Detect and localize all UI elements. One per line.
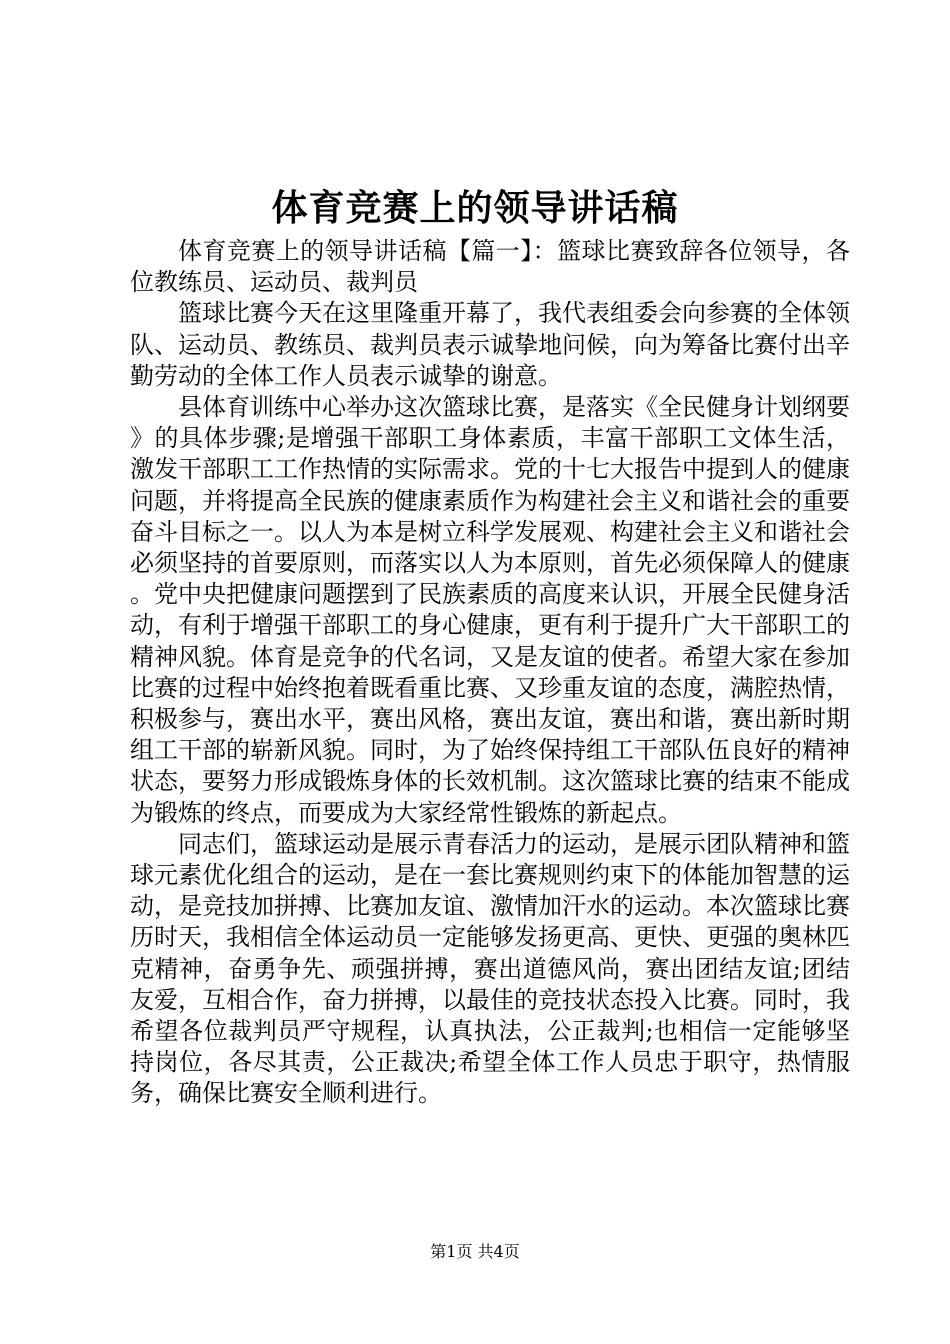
document-body xyxy=(130,236,850,1110)
paragraph-4: 同志们，篮球运动是展示青春活力的运动，是展示团队精神和篮球元素优化组合的运动，是在一套比赛规则约束下的体能加智慧的运动，是竞技加拼搏、比赛加友谊、激情加汗水的运动。本次篮球比赛历时天，我相信全体运动员一定能够发扬更高、更快、更强的奥林匹克精神，奋勇争先、顽强拼搏，赛出道德风尚，赛出团结友谊;团结友爱，互相合作，奋力拼搏，以最佳的竞技状态投入比赛。同时，我希望各位裁判员严守规程，认真执法，公正裁判;也相信一定能够坚持岗位，各尽其责，公正裁决;希望全体工作人员忠于职守，热情服务，确保比赛安全顺利进行。 xyxy=(130,829,850,1108)
paragraph-1: 体育竞赛上的领导讲话稿【篇一】：篮球比赛致辞各位领导，各位教练员、运动员、裁判员 xyxy=(130,237,850,297)
paragraph-2: 篮球比赛今天在这里隆重开幕了，我代表组委会向参赛的全体领队、运动员、教练员、裁判员表示诚挚地问候，向为筹备比赛付出辛勤劳动的全体工作人员表示诚挚的谢意。 xyxy=(130,299,850,390)
page-number-footer: 第1页 共4页 xyxy=(430,1242,520,1261)
paragraph-3: 县体育训练中心举办这次篮球比赛，是落实《全民健身计划纲要》的具体步骤;是增强干部职工身体素质，丰富干部职工文体生活，激发干部职工工作热情的实际需求。党的十七大报告中提到人的健康问题，并将提高全民族的健康素质作为构建社会主义和谐社会的重要奋斗目标之一。以人为本是树立科学发展观、构建社会主义和谐社会必须坚持的首要原则，而落实以人为本原则，首先必须保障人的健康。党中央把健康问题摆到了民族素质的高度来认识，开展全民健身活动，有利于增强干部职工的身心健康，更有利于提升广大干部职工的精神风貌。体育是竞争的代名词，又是友谊的使者。希望大家在参加比赛的过程中始终抱着既看重比赛、又珍重友谊的态度，满腔热情，积极参与，赛出水平，赛出风格，赛出友谊，赛出和谐，赛出新时期组工干部的崭新风貌。同时，为了始终保持组工干部队伍良好的精神状态，要努力形成锻炼身体的长效机制。这次篮球比赛的结束不能成为锻炼的终点，而要成为大家经常性锻炼的新起点。 xyxy=(130,393,850,827)
document-title: 体育竞赛上的领导讲话稿 xyxy=(271,187,679,229)
